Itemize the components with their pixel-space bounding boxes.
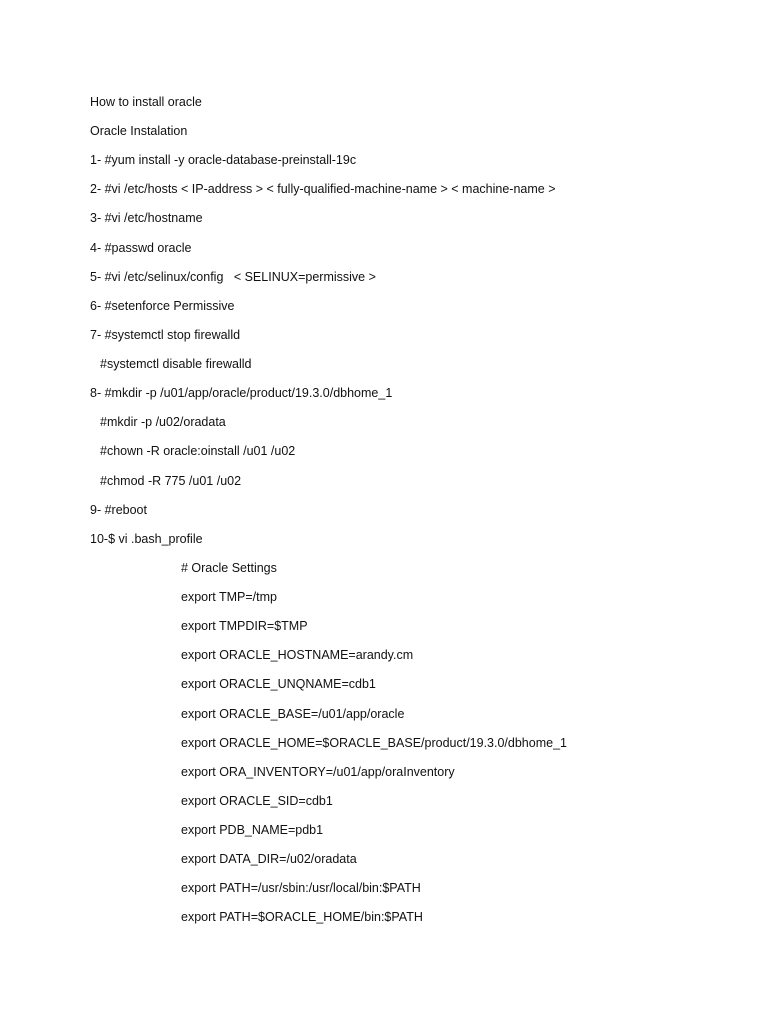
bash-profile-line: export ORACLE_HOSTNAME=arandy.cm <box>181 648 414 662</box>
step-7: 7- #systemctl stop firewalld <box>90 328 241 342</box>
bash-profile-line: export ORACLE_SID=cdb1 <box>181 794 333 808</box>
bash-profile-line: export ORACLE_UNQNAME=cdb1 <box>181 677 376 691</box>
step-8: 8- #mkdir -p /u01/app/oracle/product/19.3.0/dbhome_1 <box>90 386 393 400</box>
bash-profile-line: export PDB_NAME=pdb1 <box>181 823 324 837</box>
step-3: 3- #vi /etc/hostname <box>90 211 203 225</box>
step-10: 10-$ vi .bash_profile <box>90 532 203 546</box>
step-8-chmod: #chmod -R 775 /u01 /u02 <box>100 474 242 488</box>
step-9: 9- #reboot <box>90 503 147 517</box>
document-title: How to install oracle <box>90 95 202 109</box>
step-4: 4- #passwd oracle <box>90 241 192 255</box>
bash-profile-line: export TMPDIR=$TMP <box>181 619 308 633</box>
document-subtitle: Oracle Instalation <box>90 124 188 138</box>
step-8-mkdir-oradata: #mkdir -p /u02/oradata <box>100 415 226 429</box>
bash-profile-line: # Oracle Settings <box>181 561 277 575</box>
step-2: 2- #vi /etc/hosts < IP-address > < fully-qualified-machine-name > < machine-name > <box>90 182 556 196</box>
step-6: 6- #setenforce Permissive <box>90 299 235 313</box>
bash-profile-line: export ORACLE_BASE=/u01/app/oracle <box>181 707 405 721</box>
step-8-chown: #chown -R oracle:oinstall /u01 /u02 <box>100 444 296 458</box>
step-1: 1- #yum install -y oracle-database-preinstall-19c <box>90 153 357 167</box>
step-5: 5- #vi /etc/selinux/config < SELINUX=permissive > <box>90 270 376 284</box>
step-7-continued: #systemctl disable firewalld <box>100 357 252 371</box>
bash-profile-line: export DATA_DIR=/u02/oradata <box>181 852 357 866</box>
bash-profile-line: export TMP=/tmp <box>181 590 277 604</box>
bash-profile-line: export ORACLE_HOME=$ORACLE_BASE/product/19.3.0/dbhome_1 <box>181 736 567 750</box>
bash-profile-line: export PATH=$ORACLE_HOME/bin:$PATH <box>181 910 423 924</box>
bash-profile-line: export ORA_INVENTORY=/u01/app/oraInventory <box>181 765 455 779</box>
bash-profile-line: export PATH=/usr/sbin:/usr/local/bin:$PATH <box>181 881 421 895</box>
